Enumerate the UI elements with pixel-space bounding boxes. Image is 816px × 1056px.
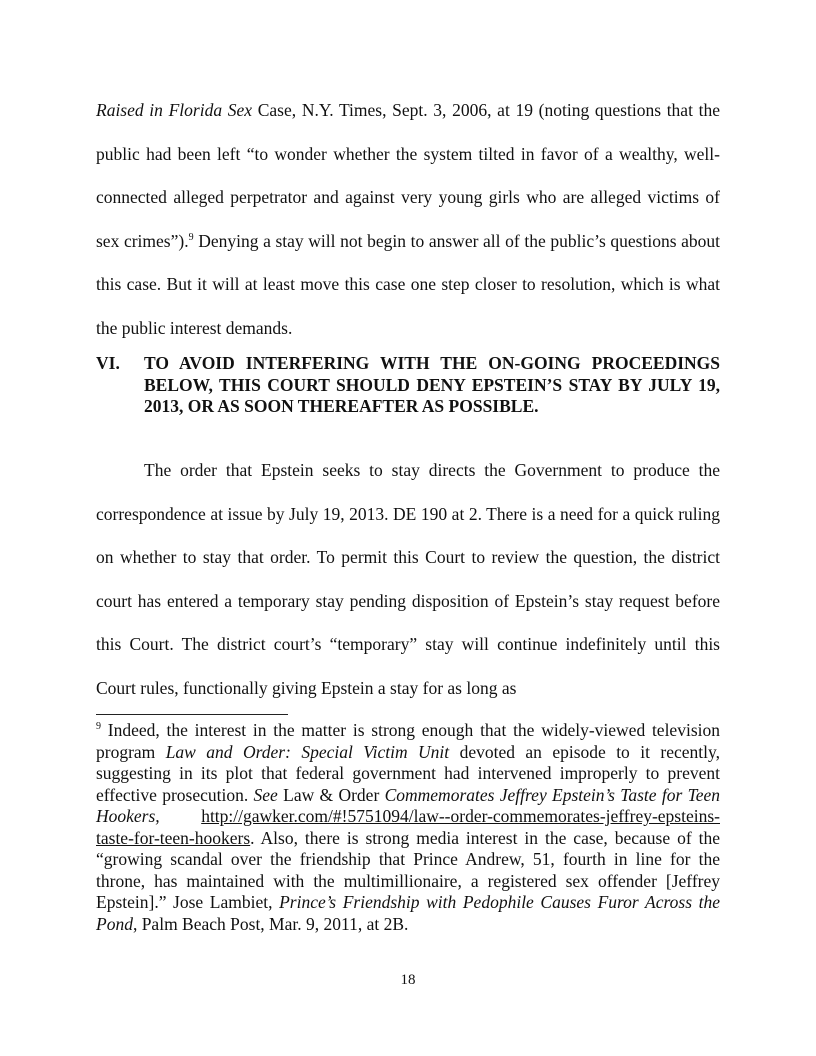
footnote — [96, 720, 720, 935]
paragraph-public-interest — [96, 89, 720, 350]
see-signal: See — [253, 784, 278, 805]
footnote-text: , Palm Beach Post, Mar. 9, 2011, at 2B. — [132, 913, 409, 934]
section-title: TO AVOID INTERFERING WITH THE ON-GOING PROCEEDINGS BELOW, THIS COURT SHOULD DENY EPSTEIN’S STAY BY JULY 19, 2013, OR AS SOON THEREAFTER AS POSSIBLE. — [144, 353, 720, 416]
section-number: VI. — [96, 353, 120, 373]
section-heading — [96, 353, 720, 418]
cited-article-title: Raised in Florida Sex — [96, 100, 253, 120]
footnote-separator — [96, 714, 288, 715]
footnote-text: Law & Order — [277, 784, 385, 805]
footnote-reference[interactable]: 9 — [188, 231, 194, 243]
footnote-text: devoted an episode to it recently, suggesting in its plot that federal government had intervened improperly to prevent effective prosecution. — [96, 741, 720, 805]
paragraph-text: Case, N.Y. Times, Sept. 3, 2006, at 19 (noting questions that the public had been left “to wonder whether the system tilted in favor of a wealthy, well-connected alleged perpetrator and against very young girls who are alleged victims of sex crimes”). — [96, 100, 720, 251]
gawker-link[interactable]: http://gawker.com/#!5751094/law--order-commemorates-jeffrey-epsteins-taste-for-teen-hookers — [96, 806, 720, 848]
program-title: Law and Order: Special Victim Unit — [165, 741, 450, 762]
footnote-text — [160, 806, 202, 826]
page-number: 18 — [400, 972, 416, 988]
paragraph-stay-order: The order that Epstein seeks to stay directs the Government to produce the correspondence at issue by July 19, 2013. DE 190 at 2. There is a need for a quick ruling on whether to stay that order. To permit this Court to review the question, the district court has entered a temporary stay pending disposition of Epstein’s stay request before this Court. The district court’s “temporary” stay will continue indefinitely until this Court rules, functionally giving Epstein a stay for as long as — [96, 460, 720, 698]
article-title: Commemorates Jeffrey Epstein’s Taste for Teen Hookers, — [96, 784, 720, 826]
headline-title: Prince’s Friendship with Pedophile Causes Furor Across the Pond — [96, 892, 720, 934]
footnote-number: 9 — [96, 721, 101, 732]
footnote-text: Indeed, the interest in the matter is strong enough that the widely-viewed television program — [96, 720, 720, 762]
footnote-text: . Also, there is strong media interest in the case, because of the “growing scandal over the friendship that Prince Andrew, 51, fourth in line for the throne, has maintained with the multimillionaire, a registered sex offender [Jeffrey Epstein].” Jose Lambiet, — [96, 827, 720, 912]
paragraph-text: Denying a stay will not begin to answer all of the public’s questions about this case. But it will at least move this case one step closer to resolution, which is what the public interest demands. — [96, 230, 721, 338]
